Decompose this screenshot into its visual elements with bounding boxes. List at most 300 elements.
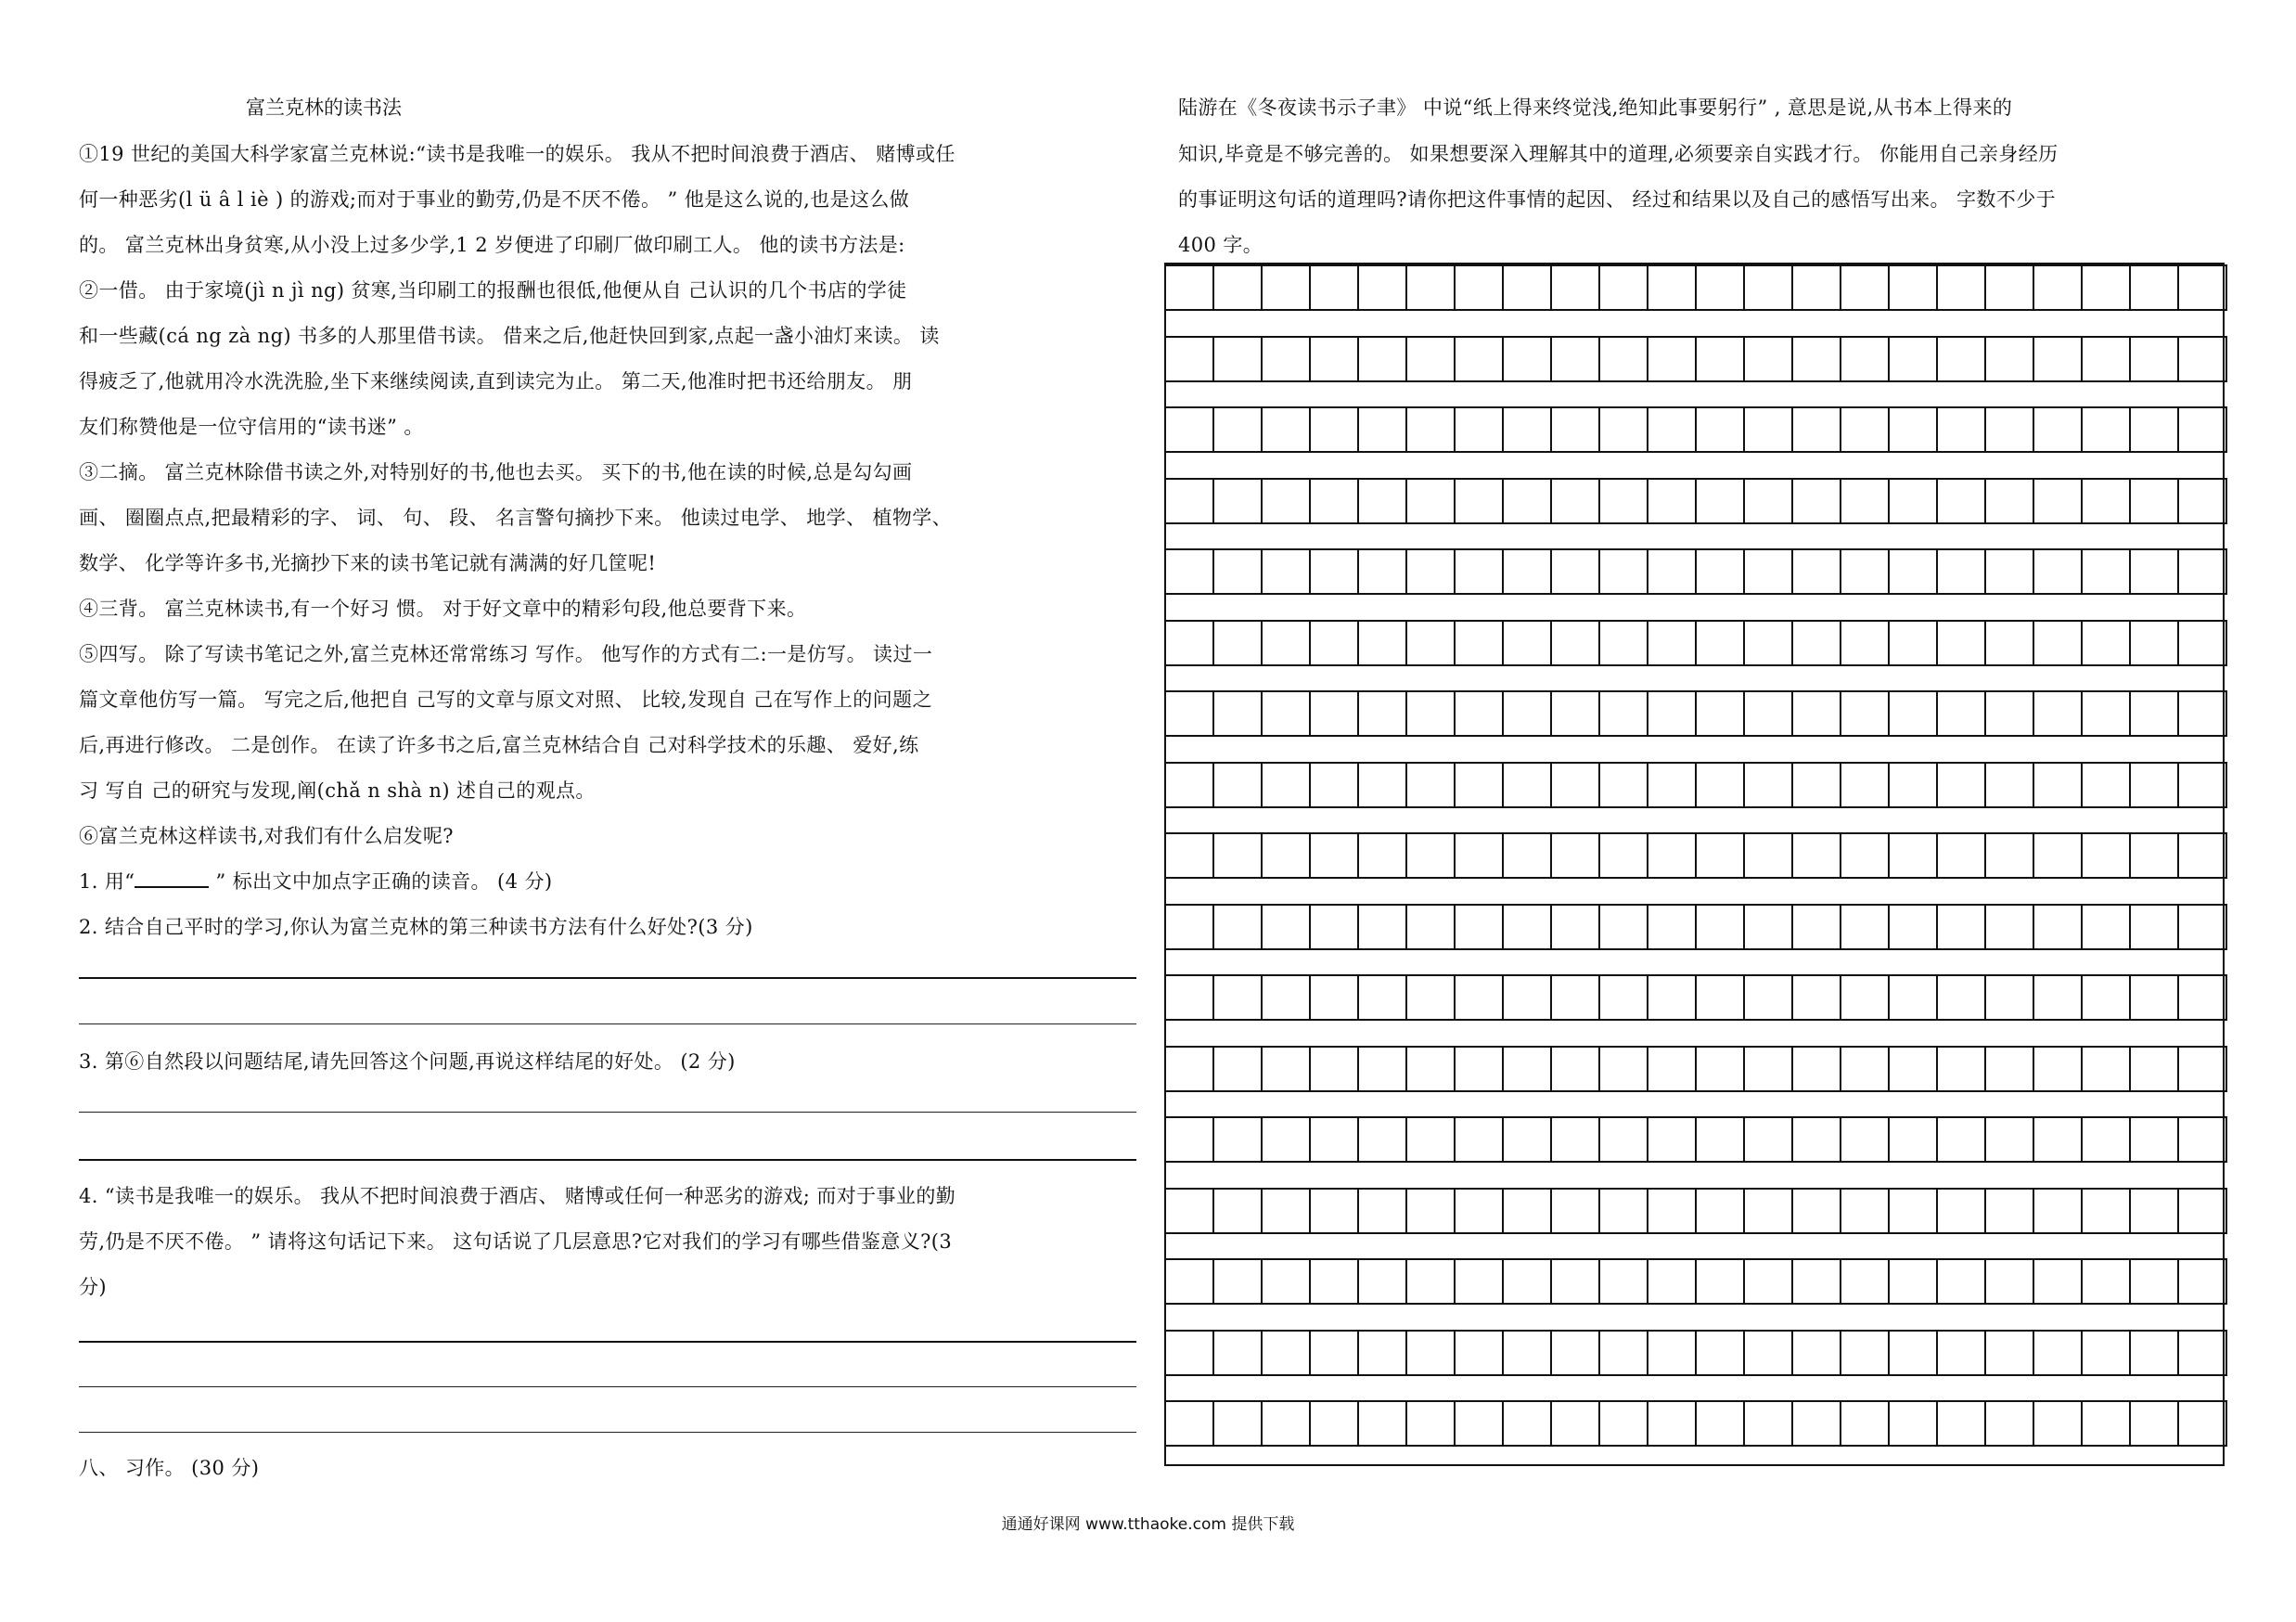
grid-cell[interactable]: [1214, 690, 1263, 737]
grid-cell[interactable]: [1793, 1330, 1841, 1376]
grid-cell[interactable]: [1456, 690, 1504, 737]
grid-cell[interactable]: [2034, 832, 2083, 879]
grid-cell[interactable]: [1938, 406, 1986, 453]
grid-cell[interactable]: [1407, 336, 1456, 382]
grid-cell[interactable]: [2083, 264, 2131, 311]
grid-cell[interactable]: [1311, 1400, 1359, 1447]
grid-cell[interactable]: [2179, 1258, 2227, 1305]
grid-cell[interactable]: [1552, 336, 1600, 382]
grid-cell[interactable]: [1841, 1400, 1890, 1447]
grid-cell[interactable]: [1263, 1400, 1311, 1447]
grid-cell[interactable]: [1697, 762, 1745, 808]
grid-cell[interactable]: [1841, 548, 1890, 595]
grid-cell[interactable]: [1938, 548, 1986, 595]
grid-cell[interactable]: [1214, 974, 1263, 1021]
grid-cell[interactable]: [1407, 1116, 1456, 1163]
grid-cell[interactable]: [1407, 264, 1456, 311]
grid-cell[interactable]: [1263, 406, 1311, 453]
grid-cell[interactable]: [1359, 406, 1407, 453]
grid-cell[interactable]: [2034, 904, 2083, 950]
grid-cell[interactable]: [2034, 1116, 2083, 1163]
grid-cell[interactable]: [1890, 548, 1938, 595]
grid-cell[interactable]: [1648, 336, 1697, 382]
grid-cell[interactable]: [1166, 1258, 1214, 1305]
grid-cell[interactable]: [1504, 406, 1552, 453]
grid-cell[interactable]: [1648, 974, 1697, 1021]
grid-cell[interactable]: [1166, 478, 1214, 524]
grid-cell[interactable]: [1263, 1258, 1311, 1305]
grid-cell[interactable]: [2131, 832, 2179, 879]
grid-cell[interactable]: [1648, 1046, 1697, 1092]
grid-cell[interactable]: [2179, 832, 2227, 879]
grid-cell[interactable]: [2179, 478, 2227, 524]
grid-cell[interactable]: [1600, 264, 1648, 311]
grid-cell[interactable]: [1600, 1330, 1648, 1376]
grid-cell[interactable]: [1648, 406, 1697, 453]
grid-cell[interactable]: [1938, 478, 1986, 524]
grid-cell[interactable]: [1986, 1046, 2034, 1092]
grid-cell[interactable]: [1938, 690, 1986, 737]
answer-line[interactable]: [79, 1432, 1136, 1433]
grid-cell[interactable]: [1263, 690, 1311, 737]
grid-cell[interactable]: [1359, 1188, 1407, 1234]
grid-cell[interactable]: [1745, 1400, 1793, 1447]
grid-cell[interactable]: [1456, 620, 1504, 666]
grid-cell[interactable]: [1745, 1116, 1793, 1163]
grid-cell[interactable]: [1166, 690, 1214, 737]
grid-cell[interactable]: [1407, 1188, 1456, 1234]
grid-cell[interactable]: [1890, 620, 1938, 666]
grid-cell[interactable]: [1552, 1116, 1600, 1163]
grid-cell[interactable]: [2083, 620, 2131, 666]
grid-cell[interactable]: [1648, 478, 1697, 524]
grid-cell[interactable]: [2034, 1258, 2083, 1305]
grid-cell[interactable]: [1552, 904, 1600, 950]
grid-cell[interactable]: [1214, 478, 1263, 524]
grid-cell[interactable]: [2083, 1046, 2131, 1092]
grid-cell[interactable]: [1697, 406, 1745, 453]
grid-cell[interactable]: [1648, 690, 1697, 737]
grid-cell[interactable]: [1456, 478, 1504, 524]
grid-cell[interactable]: [1600, 478, 1648, 524]
grid-cell[interactable]: [2179, 690, 2227, 737]
grid-cell[interactable]: [1648, 762, 1697, 808]
grid-cell[interactable]: [1359, 1400, 1407, 1447]
grid-cell[interactable]: [1793, 974, 1841, 1021]
grid-cell[interactable]: [1938, 904, 1986, 950]
grid-cell[interactable]: [1600, 620, 1648, 666]
grid-cell[interactable]: [1214, 832, 1263, 879]
grid-cell[interactable]: [2083, 1400, 2131, 1447]
grid-cell[interactable]: [1938, 1258, 1986, 1305]
grid-cell[interactable]: [2131, 762, 2179, 808]
grid-cell[interactable]: [1504, 1116, 1552, 1163]
grid-cell[interactable]: [1697, 1330, 1745, 1376]
grid-cell[interactable]: [1938, 336, 1986, 382]
grid-cell[interactable]: [1359, 762, 1407, 808]
grid-cell[interactable]: [1986, 264, 2034, 311]
grid-cell[interactable]: [1311, 904, 1359, 950]
grid-cell[interactable]: [1793, 1258, 1841, 1305]
grid-cell[interactable]: [2131, 690, 2179, 737]
grid-cell[interactable]: [1456, 1116, 1504, 1163]
grid-cell[interactable]: [1745, 336, 1793, 382]
grid-cell[interactable]: [1697, 1400, 1745, 1447]
grid-cell[interactable]: [1890, 264, 1938, 311]
grid-cell[interactable]: [2034, 1046, 2083, 1092]
grid-cell[interactable]: [1697, 974, 1745, 1021]
grid-cell[interactable]: [2131, 406, 2179, 453]
grid-cell[interactable]: [1214, 1046, 1263, 1092]
grid-cell[interactable]: [1214, 762, 1263, 808]
grid-cell[interactable]: [1359, 336, 1407, 382]
grid-cell[interactable]: [1841, 1046, 1890, 1092]
grid-cell[interactable]: [2083, 832, 2131, 879]
grid-cell[interactable]: [1890, 1400, 1938, 1447]
answer-blank[interactable]: [135, 871, 209, 888]
grid-cell[interactable]: [1504, 478, 1552, 524]
grid-cell[interactable]: [1456, 762, 1504, 808]
grid-cell[interactable]: [1986, 336, 2034, 382]
grid-cell[interactable]: [1214, 1400, 1263, 1447]
grid-cell[interactable]: [1600, 336, 1648, 382]
grid-cell[interactable]: [1166, 832, 1214, 879]
grid-cell[interactable]: [1214, 904, 1263, 950]
grid-cell[interactable]: [1745, 264, 1793, 311]
grid-cell[interactable]: [1938, 1188, 1986, 1234]
grid-cell[interactable]: [1504, 620, 1552, 666]
grid-cell[interactable]: [2034, 478, 2083, 524]
grid-cell[interactable]: [1166, 762, 1214, 808]
grid-cell[interactable]: [1745, 478, 1793, 524]
grid-cell[interactable]: [1407, 904, 1456, 950]
grid-cell[interactable]: [2034, 1188, 2083, 1234]
grid-cell[interactable]: [2131, 1046, 2179, 1092]
grid-cell[interactable]: [1600, 690, 1648, 737]
grid-cell[interactable]: [2131, 904, 2179, 950]
grid-cell[interactable]: [1359, 974, 1407, 1021]
grid-cell[interactable]: [1456, 904, 1504, 950]
grid-cell[interactable]: [1600, 904, 1648, 950]
grid-cell[interactable]: [1986, 904, 2034, 950]
grid-cell[interactable]: [1600, 1116, 1648, 1163]
grid-cell[interactable]: [1504, 690, 1552, 737]
grid-cell[interactable]: [1697, 832, 1745, 879]
grid-cell[interactable]: [2179, 1046, 2227, 1092]
grid-cell[interactable]: [1407, 832, 1456, 879]
grid-cell[interactable]: [1214, 264, 1263, 311]
grid-cell[interactable]: [1793, 406, 1841, 453]
grid-cell[interactable]: [1841, 904, 1890, 950]
grid-cell[interactable]: [2131, 478, 2179, 524]
grid-cell[interactable]: [2179, 548, 2227, 595]
grid-cell[interactable]: [1890, 974, 1938, 1021]
grid-cell[interactable]: [2034, 1330, 2083, 1376]
grid-cell[interactable]: [2083, 406, 2131, 453]
grid-cell[interactable]: [1745, 1188, 1793, 1234]
grid-cell[interactable]: [1890, 1188, 1938, 1234]
grid-cell[interactable]: [1214, 620, 1263, 666]
grid-cell[interactable]: [1407, 620, 1456, 666]
grid-cell[interactable]: [1263, 1046, 1311, 1092]
grid-cell[interactable]: [1407, 1046, 1456, 1092]
grid-cell[interactable]: [1793, 1116, 1841, 1163]
grid-cell[interactable]: [1359, 690, 1407, 737]
grid-cell[interactable]: [1841, 1116, 1890, 1163]
grid-cell[interactable]: [1552, 620, 1600, 666]
grid-cell[interactable]: [2179, 762, 2227, 808]
grid-cell[interactable]: [1793, 1046, 1841, 1092]
grid-cell[interactable]: [1552, 406, 1600, 453]
grid-cell[interactable]: [2131, 548, 2179, 595]
grid-cell[interactable]: [1166, 1116, 1214, 1163]
grid-cell[interactable]: [1745, 1258, 1793, 1305]
grid-cell[interactable]: [1648, 832, 1697, 879]
grid-cell[interactable]: [1986, 478, 2034, 524]
grid-cell[interactable]: [2131, 1330, 2179, 1376]
grid-cell[interactable]: [1504, 548, 1552, 595]
grid-cell[interactable]: [1456, 264, 1504, 311]
grid-cell[interactable]: [1793, 336, 1841, 382]
grid-cell[interactable]: [2131, 264, 2179, 311]
grid-cell[interactable]: [1311, 620, 1359, 666]
grid-cell[interactable]: [1745, 620, 1793, 666]
grid-cell[interactable]: [1456, 406, 1504, 453]
grid-cell[interactable]: [1456, 336, 1504, 382]
grid-cell[interactable]: [1745, 406, 1793, 453]
grid-cell[interactable]: [1986, 548, 2034, 595]
grid-cell[interactable]: [2131, 1258, 2179, 1305]
grid-cell[interactable]: [1890, 1258, 1938, 1305]
grid-cell[interactable]: [1263, 620, 1311, 666]
grid-cell[interactable]: [1504, 1188, 1552, 1234]
grid-cell[interactable]: [1745, 832, 1793, 879]
grid-cell[interactable]: [2034, 406, 2083, 453]
grid-cell[interactable]: [1648, 1330, 1697, 1376]
answer-line[interactable]: [79, 977, 1136, 979]
grid-cell[interactable]: [1745, 904, 1793, 950]
grid-cell[interactable]: [2083, 548, 2131, 595]
grid-cell[interactable]: [2179, 974, 2227, 1021]
grid-cell[interactable]: [1504, 832, 1552, 879]
grid-cell[interactable]: [1263, 974, 1311, 1021]
answer-line[interactable]: [79, 1023, 1136, 1024]
grid-cell[interactable]: [1359, 264, 1407, 311]
grid-cell[interactable]: [1311, 762, 1359, 808]
grid-cell[interactable]: [1311, 478, 1359, 524]
grid-cell[interactable]: [1263, 762, 1311, 808]
grid-cell[interactable]: [1745, 548, 1793, 595]
grid-cell[interactable]: [1456, 1400, 1504, 1447]
grid-cell[interactable]: [1793, 904, 1841, 950]
grid-cell[interactable]: [1166, 1188, 1214, 1234]
answer-line[interactable]: [79, 1341, 1136, 1343]
grid-cell[interactable]: [1697, 904, 1745, 950]
grid-cell[interactable]: [2083, 974, 2131, 1021]
grid-cell[interactable]: [1793, 690, 1841, 737]
grid-cell[interactable]: [1697, 1188, 1745, 1234]
grid-cell[interactable]: [2179, 1188, 2227, 1234]
grid-cell[interactable]: [1504, 336, 1552, 382]
grid-cell[interactable]: [2083, 1330, 2131, 1376]
grid-cell[interactable]: [1263, 1188, 1311, 1234]
grid-cell[interactable]: [1311, 832, 1359, 879]
grid-cell[interactable]: [1938, 762, 1986, 808]
grid-cell[interactable]: [1600, 1400, 1648, 1447]
grid-cell[interactable]: [1552, 1258, 1600, 1305]
grid-cell[interactable]: [1552, 1046, 1600, 1092]
grid-cell[interactable]: [2131, 974, 2179, 1021]
grid-cell[interactable]: [1552, 1188, 1600, 1234]
grid-cell[interactable]: [1359, 904, 1407, 950]
grid-cell[interactable]: [2034, 336, 2083, 382]
grid-cell[interactable]: [1359, 1116, 1407, 1163]
grid-cell[interactable]: [1938, 264, 1986, 311]
grid-cell[interactable]: [1600, 548, 1648, 595]
grid-cell[interactable]: [1890, 762, 1938, 808]
grid-cell[interactable]: [1841, 620, 1890, 666]
grid-cell[interactable]: [1841, 690, 1890, 737]
grid-cell[interactable]: [2034, 762, 2083, 808]
grid-cell[interactable]: [1311, 974, 1359, 1021]
grid-cell[interactable]: [1986, 1400, 2034, 1447]
grid-cell[interactable]: [1600, 1188, 1648, 1234]
grid-cell[interactable]: [1504, 264, 1552, 311]
grid-cell[interactable]: [1263, 264, 1311, 311]
grid-cell[interactable]: [1697, 1258, 1745, 1305]
grid-cell[interactable]: [2083, 1258, 2131, 1305]
grid-cell[interactable]: [1600, 762, 1648, 808]
grid-cell[interactable]: [1552, 974, 1600, 1021]
grid-cell[interactable]: [1407, 1400, 1456, 1447]
grid-cell[interactable]: [1166, 336, 1214, 382]
grid-cell[interactable]: [1552, 548, 1600, 595]
grid-cell[interactable]: [1456, 1046, 1504, 1092]
grid-cell[interactable]: [1359, 1258, 1407, 1305]
grid-cell[interactable]: [1793, 264, 1841, 311]
grid-cell[interactable]: [1600, 406, 1648, 453]
grid-cell[interactable]: [2083, 690, 2131, 737]
grid-cell[interactable]: [1166, 620, 1214, 666]
grid-cell[interactable]: [1214, 336, 1263, 382]
grid-cell[interactable]: [1986, 832, 2034, 879]
grid-cell[interactable]: [1938, 832, 1986, 879]
grid-cell[interactable]: [1841, 406, 1890, 453]
grid-cell[interactable]: [1263, 904, 1311, 950]
grid-cell[interactable]: [1793, 620, 1841, 666]
grid-cell[interactable]: [2034, 974, 2083, 1021]
grid-cell[interactable]: [1407, 974, 1456, 1021]
grid-cell[interactable]: [1407, 762, 1456, 808]
grid-cell[interactable]: [1552, 1400, 1600, 1447]
grid-cell[interactable]: [1793, 478, 1841, 524]
grid-cell[interactable]: [1986, 762, 2034, 808]
grid-cell[interactable]: [2083, 478, 2131, 524]
grid-cell[interactable]: [1697, 478, 1745, 524]
grid-cell[interactable]: [1600, 832, 1648, 879]
grid-cell[interactable]: [1938, 974, 1986, 1021]
grid-cell[interactable]: [1214, 1258, 1263, 1305]
grid-cell[interactable]: [1311, 1046, 1359, 1092]
grid-cell[interactable]: [1311, 1116, 1359, 1163]
grid-cell[interactable]: [1166, 406, 1214, 453]
grid-cell[interactable]: [1793, 548, 1841, 595]
grid-cell[interactable]: [1648, 264, 1697, 311]
grid-cell[interactable]: [2179, 264, 2227, 311]
grid-cell[interactable]: [2083, 1188, 2131, 1234]
grid-cell[interactable]: [1311, 1188, 1359, 1234]
grid-cell[interactable]: [1986, 1116, 2034, 1163]
grid-cell[interactable]: [1841, 336, 1890, 382]
grid-cell[interactable]: [1359, 1330, 1407, 1376]
grid-cell[interactable]: [1456, 832, 1504, 879]
grid-cell[interactable]: [1648, 1258, 1697, 1305]
grid-cell[interactable]: [2083, 904, 2131, 950]
grid-cell[interactable]: [1456, 974, 1504, 1021]
grid-cell[interactable]: [1456, 1258, 1504, 1305]
grid-cell[interactable]: [1166, 1330, 1214, 1376]
grid-cell[interactable]: [1697, 620, 1745, 666]
grid-cell[interactable]: [1263, 1330, 1311, 1376]
grid-cell[interactable]: [1793, 1188, 1841, 1234]
grid-cell[interactable]: [1890, 832, 1938, 879]
grid-cell[interactable]: [1697, 264, 1745, 311]
grid-cell[interactable]: [1504, 762, 1552, 808]
grid-cell[interactable]: [1166, 264, 1214, 311]
composition-grid[interactable]: [1164, 263, 2225, 1466]
grid-cell[interactable]: [1648, 904, 1697, 950]
grid-cell[interactable]: [1166, 974, 1214, 1021]
answer-line[interactable]: [79, 1112, 1136, 1113]
grid-cell[interactable]: [1697, 690, 1745, 737]
grid-cell[interactable]: [1745, 690, 1793, 737]
grid-cell[interactable]: [2131, 1116, 2179, 1163]
grid-cell[interactable]: [2131, 620, 2179, 666]
grid-cell[interactable]: [2179, 1400, 2227, 1447]
grid-cell[interactable]: [1166, 1046, 1214, 1092]
grid-cell[interactable]: [2179, 1330, 2227, 1376]
grid-cell[interactable]: [1697, 336, 1745, 382]
grid-cell[interactable]: [1648, 1400, 1697, 1447]
grid-cell[interactable]: [2179, 904, 2227, 950]
grid-cell[interactable]: [1986, 690, 2034, 737]
grid-cell[interactable]: [1407, 548, 1456, 595]
grid-cell[interactable]: [1311, 690, 1359, 737]
grid-cell[interactable]: [1311, 1258, 1359, 1305]
grid-cell[interactable]: [1504, 904, 1552, 950]
grid-cell[interactable]: [1648, 1188, 1697, 1234]
grid-cell[interactable]: [1938, 1046, 1986, 1092]
grid-cell[interactable]: [1504, 1330, 1552, 1376]
grid-cell[interactable]: [1214, 1188, 1263, 1234]
grid-cell[interactable]: [1311, 336, 1359, 382]
grid-cell[interactable]: [1552, 832, 1600, 879]
grid-cell[interactable]: [1552, 478, 1600, 524]
grid-cell[interactable]: [1359, 832, 1407, 879]
grid-cell[interactable]: [1311, 1330, 1359, 1376]
grid-cell[interactable]: [1504, 1046, 1552, 1092]
grid-cell[interactable]: [1407, 406, 1456, 453]
grid-cell[interactable]: [1745, 1330, 1793, 1376]
grid-cell[interactable]: [2131, 1188, 2179, 1234]
grid-cell[interactable]: [1263, 478, 1311, 524]
grid-cell[interactable]: [1311, 548, 1359, 595]
grid-cell[interactable]: [2083, 336, 2131, 382]
answer-line[interactable]: [79, 1159, 1136, 1161]
answer-line[interactable]: [79, 1386, 1136, 1387]
grid-cell[interactable]: [1793, 832, 1841, 879]
grid-cell[interactable]: [1648, 1116, 1697, 1163]
